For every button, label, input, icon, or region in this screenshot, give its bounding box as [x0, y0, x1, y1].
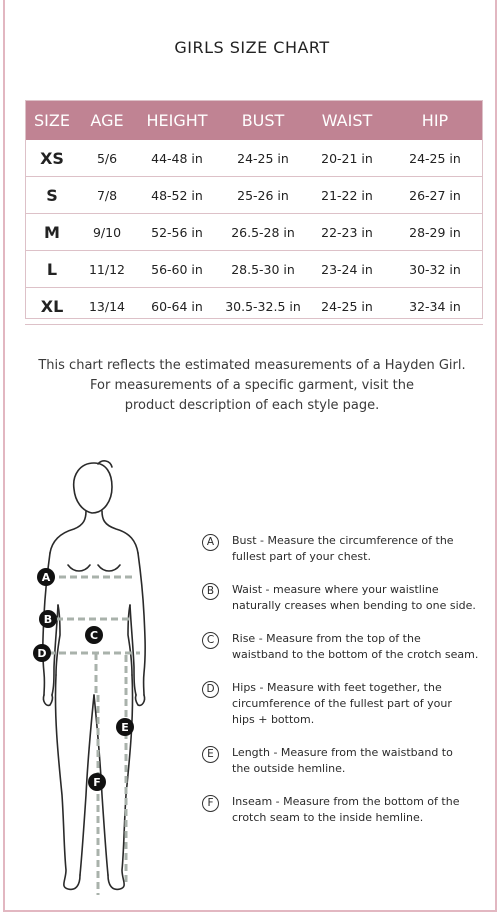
marker-f-label: F	[93, 776, 101, 789]
body-figure-illustration	[30, 455, 160, 900]
page-title: GIRLS SIZE CHART	[174, 38, 330, 57]
cell-size: L	[25, 251, 79, 288]
header-hip: HIP	[387, 100, 483, 140]
legend-item-bust	[202, 533, 494, 565]
table-row	[25, 140, 483, 177]
note-line: product description of each style page.	[124, 398, 380, 413]
legend-text: circumference of the fullest part of your	[232, 697, 452, 710]
marker-a-label: A	[41, 571, 51, 584]
cell-height: 48-52 in	[135, 177, 219, 214]
cell-size: M	[25, 214, 79, 251]
cell-age: 9/10	[79, 214, 135, 251]
marker-a	[37, 568, 55, 586]
header-age: AGE	[79, 100, 135, 140]
legend-text: Waist - measure where your waistline	[232, 583, 439, 596]
measurement-legend	[202, 533, 494, 843]
chart-note	[0, 356, 504, 416]
note-line: This chart reflects the estimated measurements of a Hayden Girl.	[38, 358, 466, 373]
cell-bust: 30.5-32.5 in	[219, 288, 307, 325]
cell-hip: 24-25 in	[387, 140, 483, 177]
cell-hip: 28-29 in	[387, 214, 483, 251]
legend-text: Rise - Measure from the top of the	[232, 632, 421, 645]
legend-item-inseam	[202, 794, 494, 826]
legend-item-waist	[202, 582, 494, 614]
legend-text: Length - Measure from the waistband to	[232, 746, 453, 759]
legend-marker-b: B	[202, 583, 219, 600]
measurement-guides	[48, 577, 140, 895]
marker-d-label: D	[37, 647, 47, 660]
cell-bust: 24-25 in	[219, 140, 307, 177]
cell-waist: 21-22 in	[307, 177, 387, 214]
legend-item-hips	[202, 680, 494, 728]
cell-age: 11/12	[79, 251, 135, 288]
legend-text: Inseam - Measure from the bottom of the	[232, 795, 460, 808]
legend-item-length	[202, 745, 494, 777]
legend-text: waistband to the bottom of the crotch seam.	[232, 648, 479, 661]
marker-f	[88, 773, 106, 791]
cell-bust: 26.5-28 in	[219, 214, 307, 251]
legend-text: Hips - Measure with feet together, the	[232, 681, 442, 694]
cell-hip: 30-32 in	[387, 251, 483, 288]
marker-c-label: C	[89, 629, 99, 642]
size-chart-table	[25, 100, 483, 325]
cell-age: 5/6	[79, 140, 135, 177]
cell-hip: 26-27 in	[387, 177, 483, 214]
header-size: SIZE	[25, 100, 79, 140]
legend-text: hips + bottom.	[232, 713, 315, 726]
marker-b	[39, 610, 57, 628]
marker-c	[85, 626, 103, 644]
cell-waist: 24-25 in	[307, 288, 387, 325]
legend-marker-d: D	[202, 681, 219, 698]
table-row	[25, 177, 483, 214]
cell-waist: 20-21 in	[307, 140, 387, 177]
legend-text: crotch seam to the inside hemline.	[232, 811, 424, 824]
header-height: HEIGHT	[135, 100, 219, 140]
table-row	[25, 251, 483, 288]
table-header-row	[25, 100, 483, 140]
cell-height: 44-48 in	[135, 140, 219, 177]
cell-height: 52-56 in	[135, 214, 219, 251]
cell-height: 56-60 in	[135, 251, 219, 288]
legend-marker-a: A	[202, 534, 219, 551]
cell-height: 60-64 in	[135, 288, 219, 325]
legend-marker-c: C	[202, 632, 219, 649]
body-outline	[43, 461, 145, 890]
cell-age: 13/14	[79, 288, 135, 325]
cell-size: S	[25, 177, 79, 214]
cell-bust: 28.5-30 in	[219, 251, 307, 288]
cell-size: XS	[25, 140, 79, 177]
legend-text: Bust - Measure the circumference of the	[232, 534, 454, 547]
marker-e	[116, 718, 134, 736]
legend-marker-e: E	[202, 746, 219, 763]
marker-b-label: B	[43, 613, 53, 626]
legend-item-rise	[202, 631, 494, 663]
cell-waist: 22-23 in	[307, 214, 387, 251]
legend-text: naturally creases when bending to one side.	[232, 599, 476, 612]
table-row	[25, 214, 483, 251]
table-row	[25, 288, 483, 325]
legend-text: fullest part of your chest.	[232, 550, 371, 563]
note-line: For measurements of a specific garment, visit the	[90, 378, 414, 393]
marker-e-label: E	[121, 721, 129, 734]
marker-d	[33, 644, 51, 662]
legend-text: the outside hemline.	[232, 762, 346, 775]
legend-marker-f: F	[202, 795, 219, 812]
cell-bust: 25-26 in	[219, 177, 307, 214]
header-waist: WAIST	[307, 100, 387, 140]
cell-age: 7/8	[79, 177, 135, 214]
cell-waist: 23-24 in	[307, 251, 387, 288]
cell-size: XL	[25, 288, 79, 325]
header-bust: BUST	[219, 100, 307, 140]
cell-hip: 32-34 in	[387, 288, 483, 325]
